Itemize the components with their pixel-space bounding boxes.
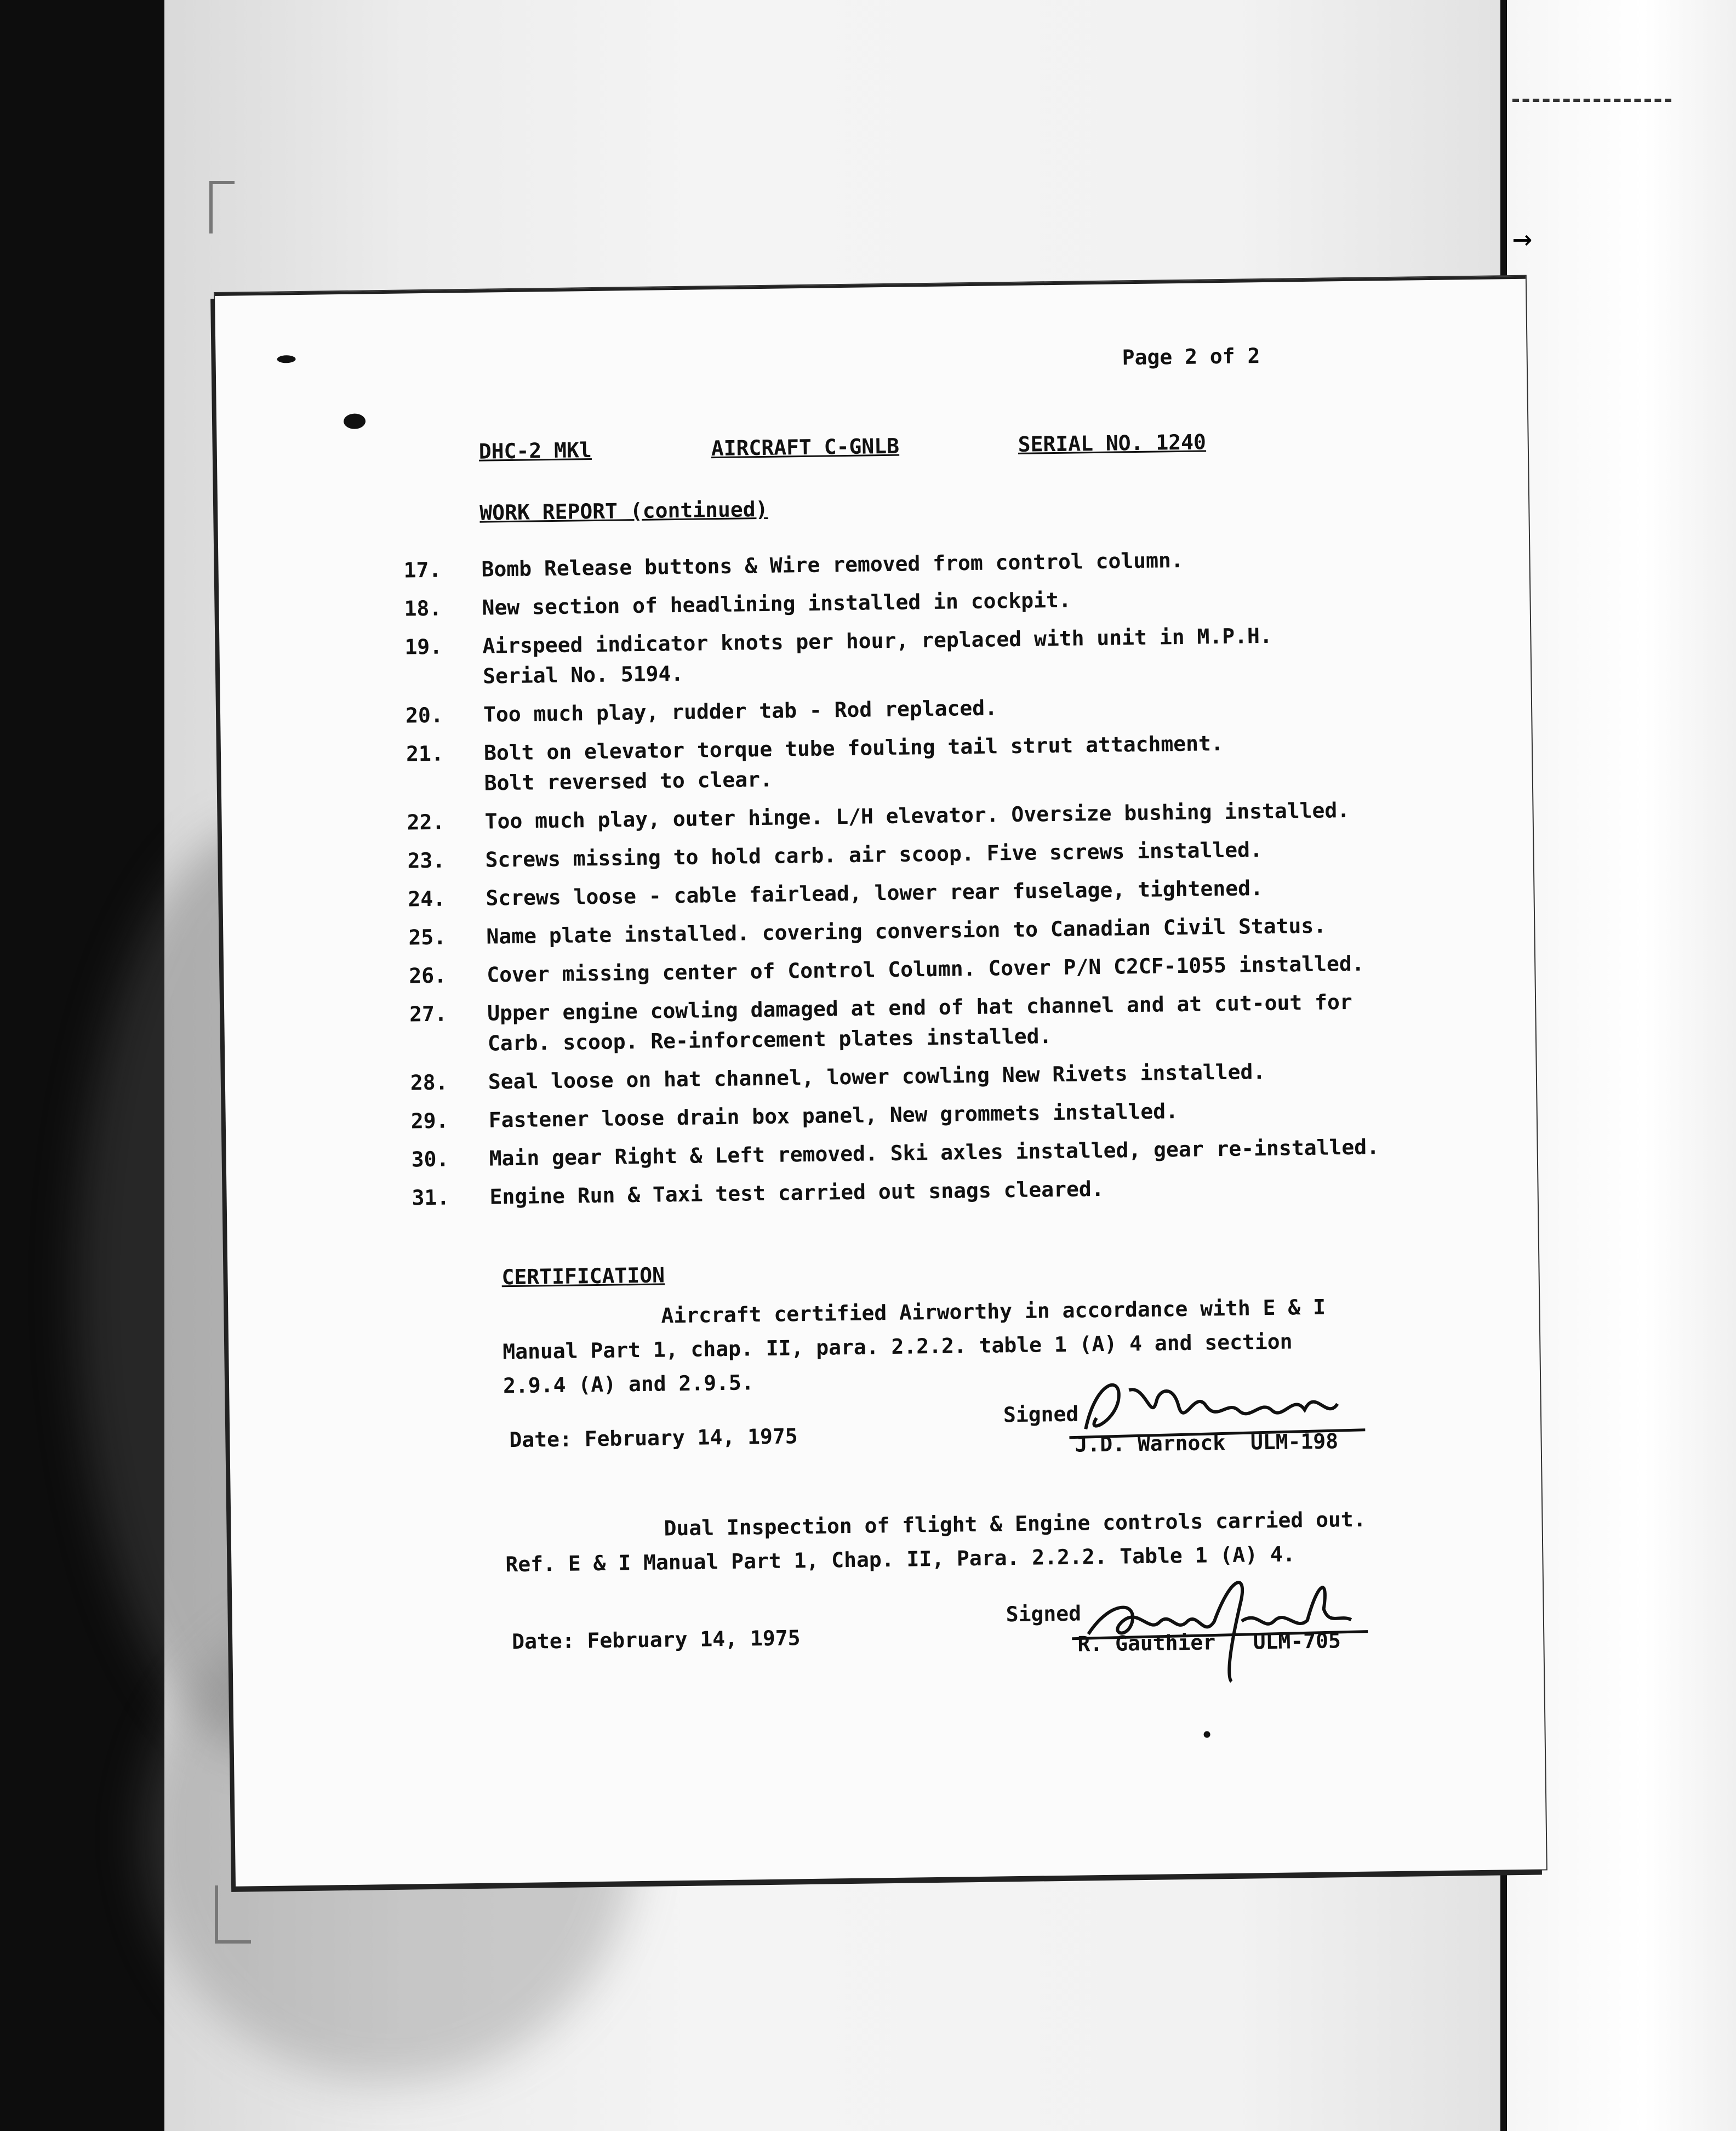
certification-title: CERTIFICATION [501,1263,665,1290]
item-number: 27. [409,1001,448,1027]
certification-line: 2.9.4 (A) and 2.9.5. [502,1370,754,1398]
list-item [408,870,1493,915]
list-item [404,618,1490,693]
work-report-list [403,542,1497,1222]
aircraft-registration: AIRCRAFT C-GNLB [711,434,900,461]
item-text: Too much play, outer hinge. L/H elevator. Oversize bushing installed. [484,797,1350,834]
item-number: 31. [412,1185,450,1210]
dual-inspection-line: Dual Inspection of flight & Engine controls carried out. [664,1507,1366,1541]
list-item [410,1092,1496,1137]
work-report-title: WORK REPORT (continued) [479,497,768,525]
ink-dot [1203,1731,1210,1737]
signed-label: Signed [1006,1601,1082,1627]
item-number: 25. [408,925,447,950]
item-number: 22. [407,810,445,835]
list-item [406,725,1492,800]
item-text: Cover missing center of Control Column. Cover P/N C2CF-1055 installed. [487,951,1364,987]
aircraft-model: DHC-2 MKl [478,438,592,464]
list-item [403,542,1489,586]
item-number: 24. [408,886,446,911]
item-number: 28. [410,1070,448,1095]
document-page [215,276,1546,1887]
ink-blot [344,413,366,429]
item-text: Screws missing to hold carb. air scoop. Five screws installed. [485,837,1263,872]
list-item [406,687,1491,731]
list-item [412,1169,1497,1213]
item-text: Fastener loose drain box panel, New grommets installed. [488,1099,1179,1132]
signer-name: J.D. Warnock ULM-198 [1075,1429,1339,1457]
certification-line: Manual Part 1, chap. II, para. 2.2.2. table 1 (A) 4 and section [502,1329,1293,1364]
item-text: New section of headlining installed in cockpit. [482,588,1072,620]
item-number: 26. [409,963,447,988]
corner-mark-bottom [215,1885,251,1944]
signer-name: R. Gauthier ULM-705 [1077,1628,1341,1656]
item-number: 19. [404,634,443,659]
item-text: Too much play, rudder tab - Rod replaced. [483,696,998,727]
list-item [408,909,1494,953]
certification-line: Aircraft certified Airworthy in accordance with E & I [661,1295,1326,1328]
item-text: Seal loose on hat channel, lower cowling New Rivets installed. [488,1059,1266,1094]
list-item [409,985,1495,1060]
item-number: 30. [411,1147,449,1172]
list-item [410,1054,1496,1098]
list-item [411,1131,1497,1175]
serial-number: SERIAL NO. 1240 [1018,430,1207,457]
item-text: Upper engine cowling damaged at end of hat channel and at cut-out for Carb. scoop. Re-inforcement plates installed. [487,989,1352,1056]
item-number: 29. [410,1108,449,1133]
item-text: Name plate installed. covering conversion to Canadian Civil Status. [486,913,1327,949]
item-text: Airspeed indicator knots per hour, replaced with unit in M.P.H. Serial No. 5194. [482,623,1272,688]
item-text: Screws loose - cable fairlead, lower rear fuselage, tightened. [486,876,1264,910]
item-number: 23. [407,848,446,873]
item-number: 20. [405,703,444,728]
dash-line [1512,99,1671,102]
page-number: Page 2 of 2 [1122,344,1260,370]
list-item [404,580,1489,624]
inspection-date: Date: February 14, 1975 [511,1626,801,1654]
handwritten-signature [1066,1565,1374,1689]
list-item [407,794,1492,838]
item-text: Main gear Right & Left removed. Ski axles installed, gear re-installed. [489,1135,1380,1171]
list-item [409,947,1494,992]
corner-mark-top [209,181,235,233]
ink-blot [277,355,295,363]
list-item [407,832,1493,876]
item-text: Bomb Release buttons & Wire removed from control column. [481,548,1184,582]
certification-date: Date: February 14, 1975 [509,1424,798,1452]
dual-inspection-line: Ref. E & I Manual Part 1, Chap. II, Para. 2.2.2. Table 1 (A) 4. [505,1542,1295,1577]
item-number: 21. [406,741,444,766]
arrow-icon: → [1512,219,1533,258]
item-number: 17. [403,557,442,583]
item-text: Engine Run & Taxi test carried out snags cleared. [489,1176,1104,1209]
item-text: Bolt on elevator torque tube fouling tail strut attachment. Bolt reversed to clear. [483,731,1224,795]
item-number: 18. [404,596,442,621]
signed-label: Signed [1003,1401,1079,1427]
